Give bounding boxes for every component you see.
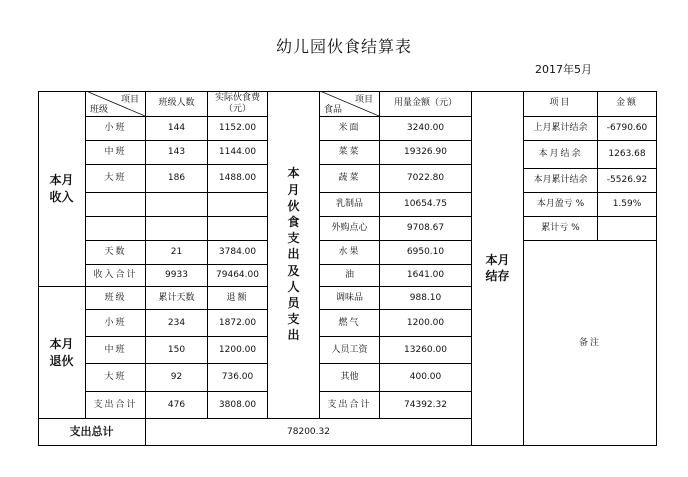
balance-row-amount: -5526.92 (598, 169, 657, 193)
income-row-amount: 1488.00 (208, 165, 268, 193)
expense-label-text: 本月伙食支出及人员支出 (287, 166, 300, 343)
balance-row-name: 本月累计结余 (524, 169, 598, 193)
income-row-count: 144 (146, 117, 208, 141)
refund-row-days: 92 (146, 364, 208, 392)
expense-row-name: 油 (320, 265, 380, 287)
expense-row-amount: 1641.00 (380, 265, 472, 287)
expense-total-name: 支出合计 (320, 392, 380, 419)
expense-row-name: 人员工资 (320, 337, 380, 364)
income-header-class: 班级 (90, 105, 109, 115)
balance-header-item: 项目 (524, 91, 598, 117)
balance-header-amount: 金额 (598, 91, 657, 117)
expense-row-name: 调味品 (320, 287, 380, 310)
refund-total-name: 支出合计 (86, 392, 146, 419)
income-row-amount: 1152.00 (208, 117, 268, 141)
income-label-text: 本月收入 (49, 173, 74, 204)
income-row-amount: 3784.00 (208, 241, 268, 265)
refund-row-name: 小班 (86, 310, 146, 337)
expense-row-amount: 7022.80 (380, 165, 472, 193)
balance-row-amount: 1263.68 (598, 141, 657, 169)
expense-row-name: 其他 (320, 364, 380, 392)
refund-row-days: 150 (146, 337, 208, 364)
expense-header-food: 食品 (324, 105, 343, 115)
expense-row-name: 水果 (320, 241, 380, 265)
expense-row-amount: 3240.00 (380, 117, 472, 141)
balance-row-name: 上月累计结余 (524, 117, 598, 141)
income-row-count: 143 (146, 141, 208, 165)
expense-row-amount: 1200.00 (380, 310, 472, 337)
income-row-amount: 1144.00 (208, 141, 268, 165)
expense-row-amount: 19326.90 (380, 141, 472, 165)
balance-remarks: 备注 (524, 241, 657, 446)
expense-row-name: 菜菜 (320, 141, 380, 165)
refund-header-amount: 退额 (208, 287, 268, 310)
refund-total-amount: 3808.00 (208, 392, 268, 419)
balance-row-name: 本月结余 (524, 141, 598, 169)
income-row-count: 186 (146, 165, 208, 193)
refund-row-days: 234 (146, 310, 208, 337)
balance-row-amount: 1.59% (598, 193, 657, 217)
expense-row-amount: 6950.10 (380, 241, 472, 265)
expense-row-name: 乳制品 (320, 193, 380, 217)
income-row-name: 大班 (86, 165, 146, 193)
balance-label-text: 本月结存 (485, 252, 510, 283)
expense-row-name: 燃气 (320, 310, 380, 337)
refund-label-text: 本月退伙 (49, 337, 74, 368)
refund-header-class: 班级 (86, 287, 146, 310)
expense-header-amount: 用量金额（元） (380, 91, 472, 117)
income-header-count: 班级人数 (146, 91, 208, 117)
expense-row-amount: 13260.00 (380, 337, 472, 364)
refund-row-name: 大班 (86, 364, 146, 392)
refund-row-amount: 1872.00 (208, 310, 268, 337)
grand-total-label: 支出总计 (38, 419, 146, 446)
expense-row-amount: 400.00 (380, 364, 472, 392)
page-title: 幼儿园伙食结算表 (275, 37, 412, 56)
refund-row-amount: 1200.00 (208, 337, 268, 364)
income-total-name: 收入合计 (86, 265, 146, 287)
balance-row-amount: -6790.60 (598, 117, 657, 141)
expense-header-item: 项目 (354, 95, 373, 105)
grand-total-value: 78200.32 (146, 419, 472, 446)
income-total-count: 9933 (146, 265, 208, 287)
expense-row-name: 外购点心 (320, 217, 380, 241)
expense-row-name: 米面 (320, 117, 380, 141)
income-header-fee-text: 实际伙食费（元） (214, 93, 260, 114)
expense-total-amount: 74392.32 (380, 392, 472, 419)
settlement-sheet (38, 91, 657, 446)
expense-row-amount: 988.10 (380, 287, 472, 310)
refund-header-days: 累计天数 (146, 287, 208, 310)
refund-total-days: 476 (146, 392, 208, 419)
report-date: 2017年5月 (535, 63, 592, 76)
income-total-amount: 79464.00 (208, 265, 268, 287)
income-row-name: 中班 (86, 141, 146, 165)
income-row-name: 天数 (86, 241, 146, 265)
balance-row-name: 累计亏 % (524, 217, 598, 241)
income-header-item: 项目 (120, 95, 139, 105)
table-outer-frame (38, 91, 657, 446)
balance-row-name: 本月盈亏 % (524, 193, 598, 217)
refund-row-amount: 736.00 (208, 364, 268, 392)
income-row-name: 小班 (86, 117, 146, 141)
expense-row-amount: 10654.75 (380, 193, 472, 217)
expense-row-name: 蔬菜 (320, 165, 380, 193)
expense-row-amount: 9708.67 (380, 217, 472, 241)
income-row-count: 21 (146, 241, 208, 265)
refund-row-name: 中班 (86, 337, 146, 364)
